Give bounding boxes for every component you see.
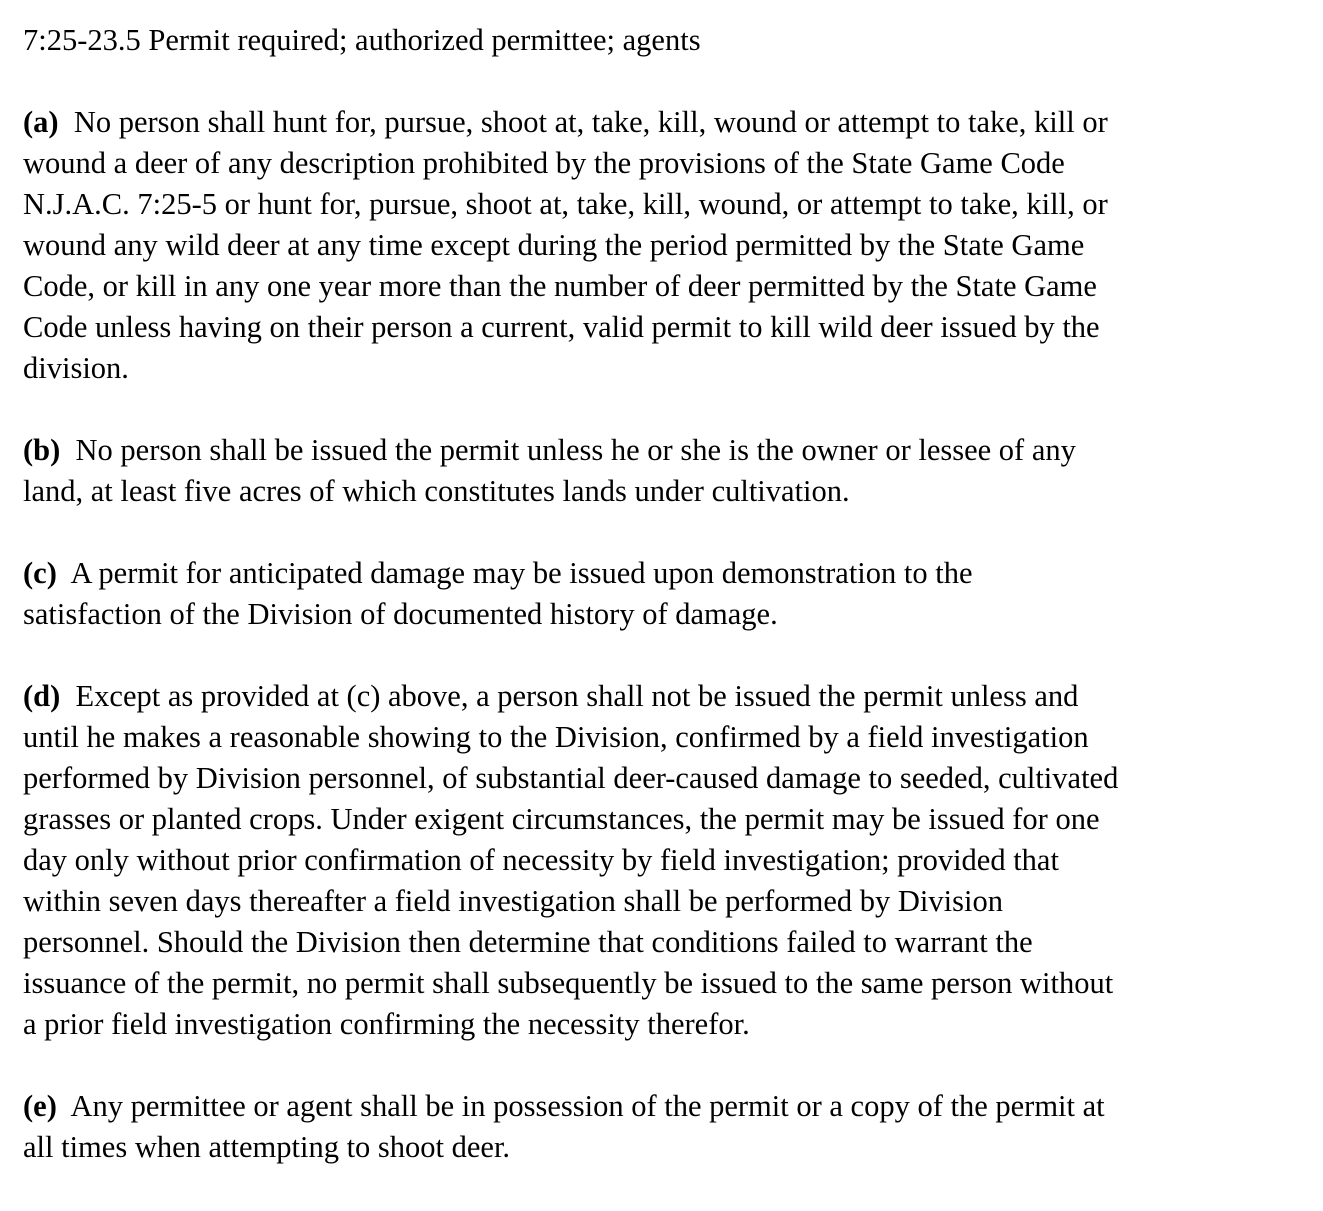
paragraph-line: land, at least five acres of which constitutes lands under cultivation. (23, 474, 850, 508)
paragraph-c (23, 553, 1319, 635)
paragraph-line: personnel. Should the Division then determine that conditions failed to warrant the (23, 925, 1033, 959)
paragraph-line: grasses or planted crops. Under exigent circumstances, the permit may be issued for one (23, 802, 1100, 836)
paragraph-line: day only without prior confirmation of necessity by field investigation; provided that (23, 843, 1059, 877)
paragraph-text: No person shall be issued the permit unless he or she is the owner or lessee of any (75, 433, 1076, 467)
paragraph-line: N.J.A.C. 7:25-5 or hunt for, pursue, shoot at, take, kill, wound, or attempt to take, kill, or (23, 187, 1108, 221)
paragraph-line: until he makes a reasonable showing to the Division, confirmed by a field investigation (23, 720, 1089, 754)
paragraph-line (23, 430, 1319, 471)
paragraph-e (23, 1086, 1319, 1168)
paragraph-label: (a) (23, 105, 59, 139)
paragraph-label: (c) (23, 556, 57, 590)
paragraph-line: wound any wild deer at any time except during the period permitted by the State Game (23, 228, 1085, 262)
paragraph-line: issuance of the permit, no permit shall subsequently be issued to the same person without (23, 966, 1114, 1000)
paragraph-line (23, 102, 1319, 143)
paragraph-line: wound a deer of any description prohibited by the provisions of the State Game Code (23, 146, 1065, 180)
paragraph-label: (d) (23, 679, 61, 713)
paragraph-line (23, 1086, 1319, 1127)
paragraph-b (23, 430, 1319, 512)
paragraph-line: Code, or kill in any one year more than the number of deer permitted by the State Game (23, 269, 1097, 303)
paragraph-text: Except as provided at (c) above, a person shall not be issued the permit unless and (75, 679, 1079, 713)
paragraph-a (23, 102, 1319, 389)
paragraph-line: division. (23, 351, 129, 385)
paragraph-line: Code unless having on their person a current, valid permit to kill wild deer issued by the (23, 310, 1100, 344)
paragraph-text: Any permittee or agent shall be in possession of the permit or a copy of the permit at (70, 1089, 1105, 1123)
paragraph-label: (b) (23, 433, 61, 467)
section-heading: 7:25-23.5 Permit required; authorized permittee; agents (23, 23, 701, 57)
paragraph-line: a prior field investigation confirming the necessity therefor. (23, 1007, 750, 1041)
paragraph-line (23, 676, 1319, 717)
paragraph-line: all times when attempting to shoot deer. (23, 1130, 511, 1164)
paragraph-text: No person shall hunt for, pursue, shoot at, take, kill, wound or attempt to take, kill or (73, 105, 1108, 139)
paragraph-text: A permit for anticipated damage may be issued upon demonstration to the (70, 556, 973, 590)
paragraph-line: satisfaction of the Division of documented history of damage. (23, 597, 778, 631)
document-page (23, 20, 1319, 1209)
paragraph-line (23, 553, 1319, 594)
paragraph-label: (e) (23, 1089, 57, 1123)
paragraph-line: within seven days thereafter a field investigation shall be performed by Division (23, 884, 1003, 918)
paragraph-d (23, 676, 1319, 1045)
paragraph-line: performed by Division personnel, of substantial deer-caused damage to seeded, cultivated (23, 761, 1119, 795)
